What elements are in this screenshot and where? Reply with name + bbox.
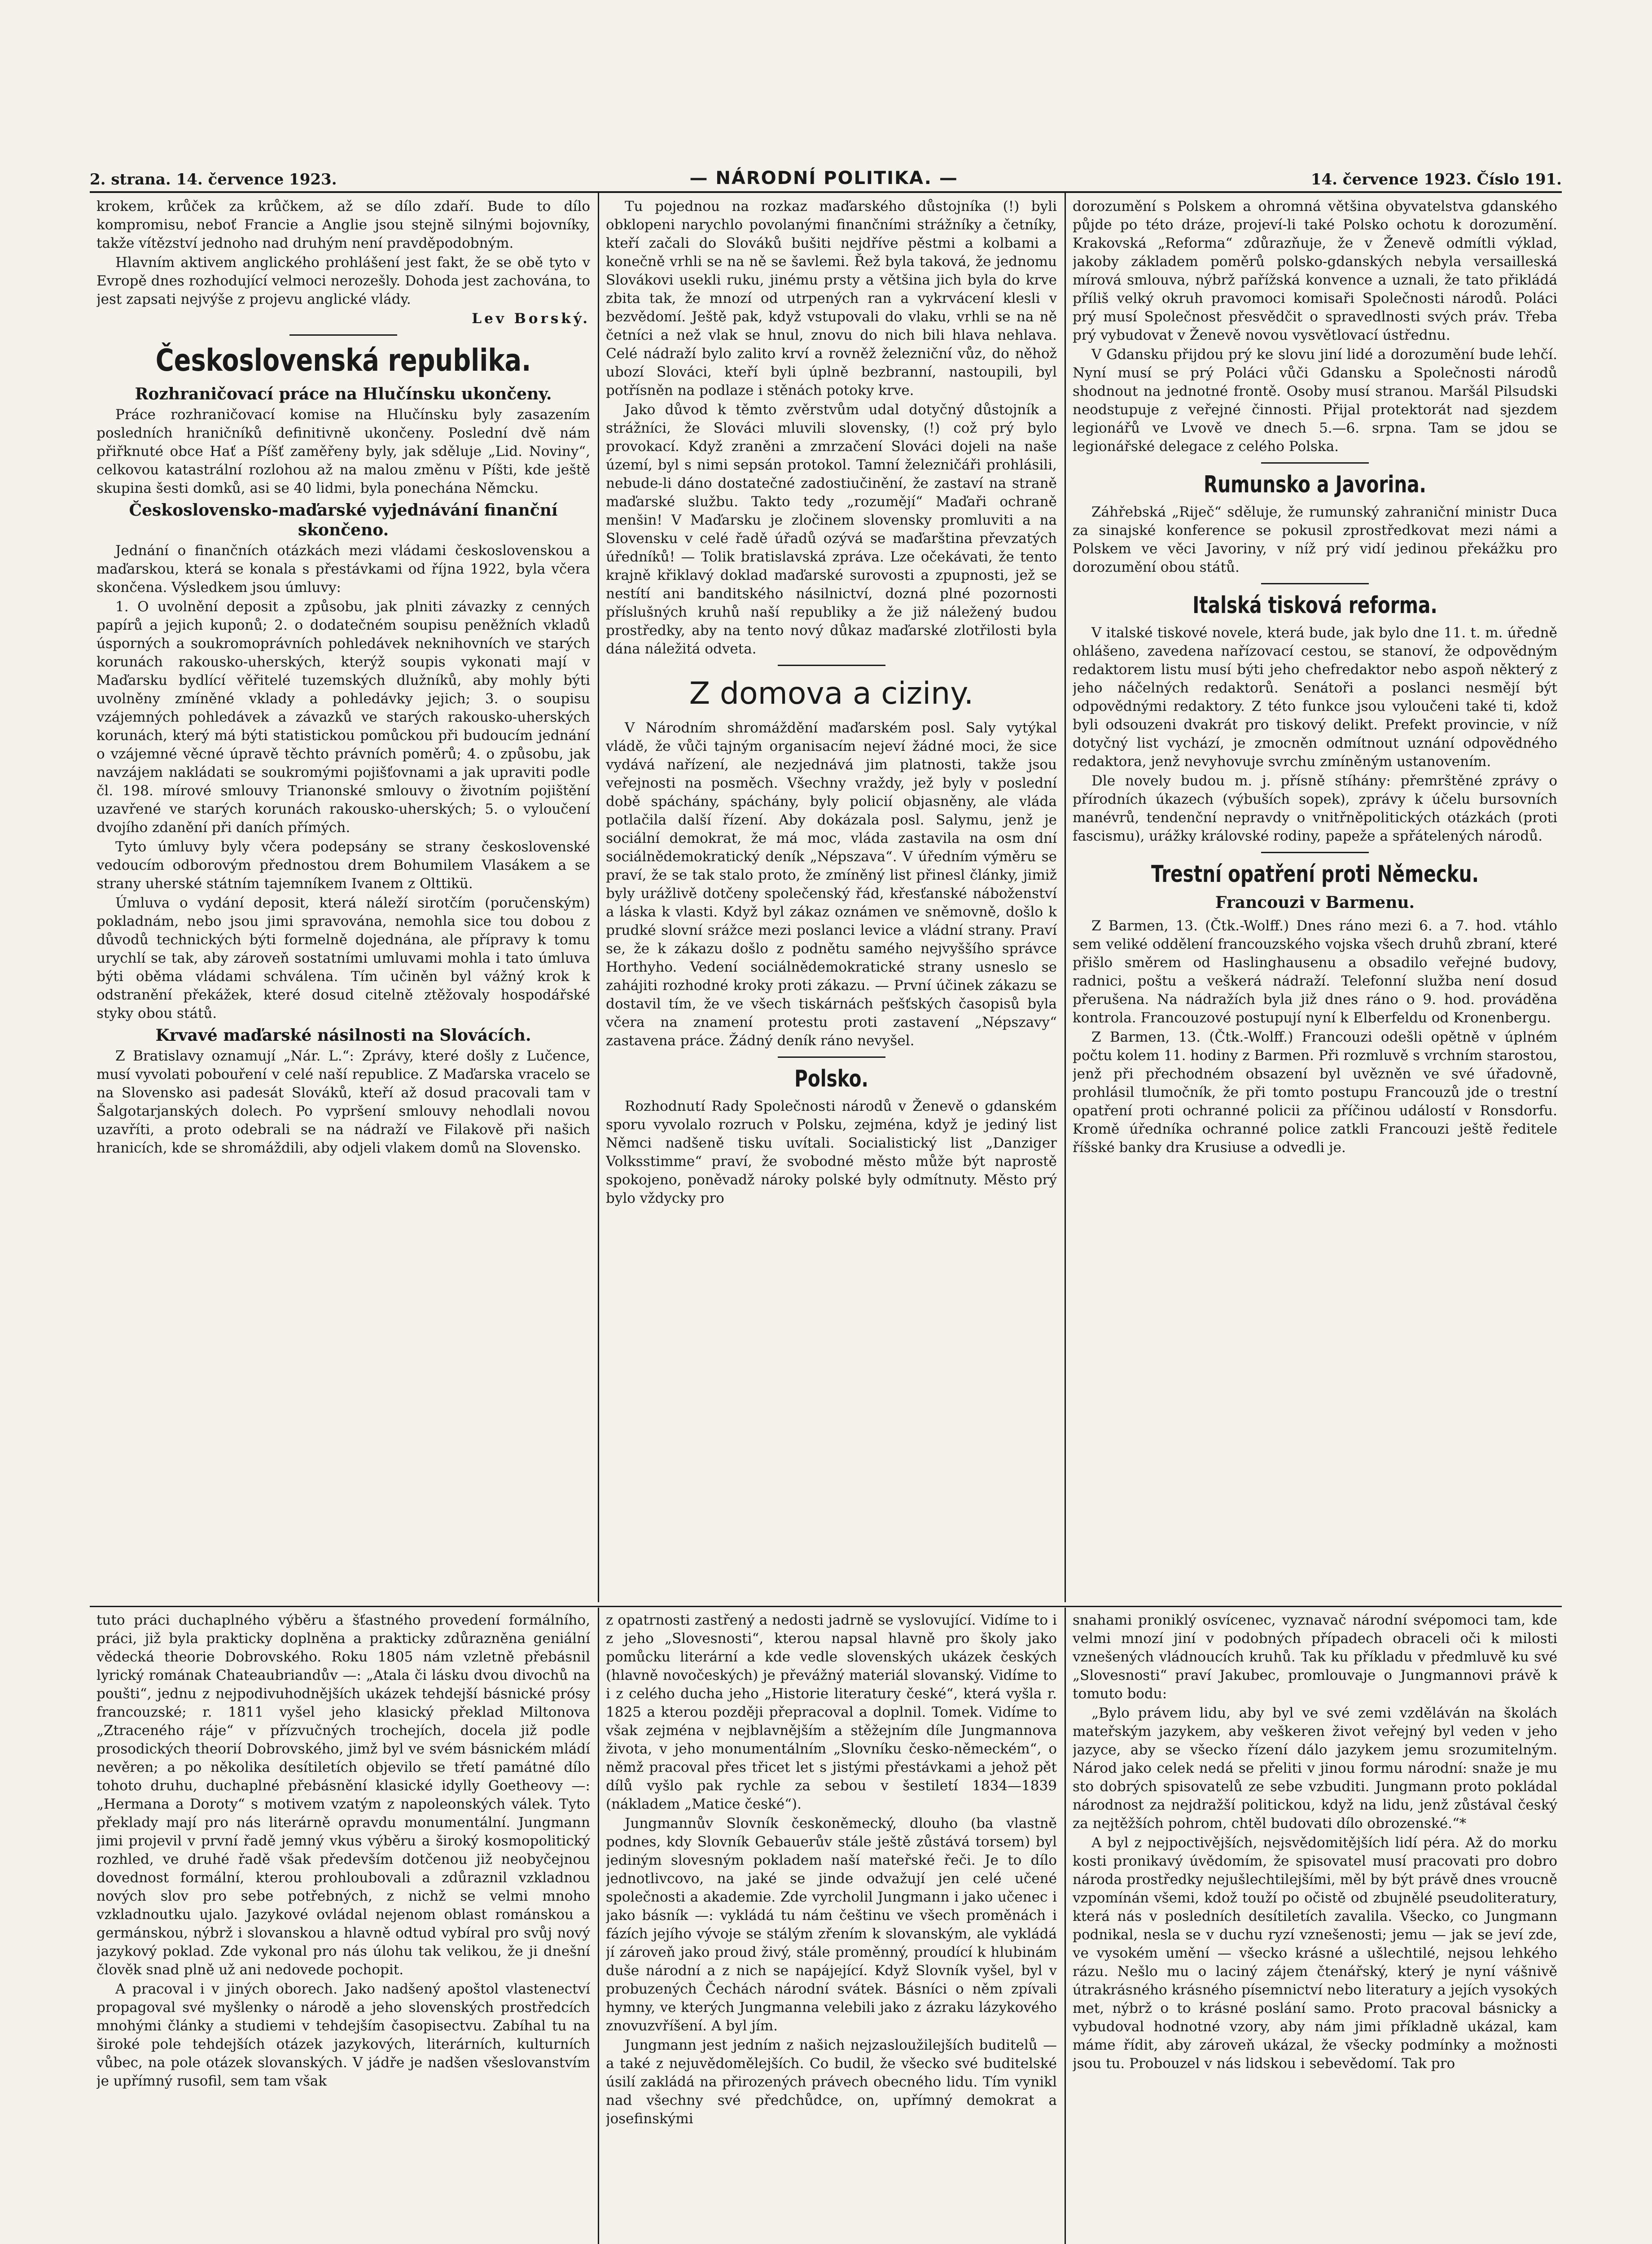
paragraph: Hlavním aktivem anglického prohlášení jest fakt, že se obě tyto v Evropě dnes rozhodující velmoci nerozešly. Dohoda jest zachována, to jest zapsati nejvýše z projevu anglické vlády. [96,254,590,307]
paragraph: V italské tiskové novele, která bude, jak bylo dne 11. t. m. úředně ohlášeno, zavedena nařízovací cestou, se stanoví, že odpovědným redaktorem listu musí býti jeho chefredaktor nebo aspoň některý z jeho náčelných redaktorů. Senátoři a poslanci nesmějí být odpovědnými redaktory. Z této funkce jsou vyloučeni také ti, kdož byli odsouzeni dvakrát pro tiskový delikt. Prefekt provincie, v níž dotyčný list vychází, je zmocněn odmítnout uznání odpovědného redaktora, jenž nevyhovuje svrchu zmíněným ustanovením. [1073,625,1557,770]
paragraph: z opatrnosti zastřený a nedosti jadrně se vyslovující. Vidíme to i z jeho „Slovesnosti“, kterou napsal hlavně pro školy jako pomůcku literární a kde vedle slovenských ukázek českých (hlavně novočeských) je převážný materiál slovanský. Vidíme to i z celého ducha jeho „Historie literatury české“, která vyšla r. 1825 a kterou později přepracoval a doplnil. Tomek. Vidíme to však zejména v nejblavnějším a stěžejním díle Jungmannova života, v jeho monumentálním „Slovníku česko-německém“, o němž pracoval přes třicet let s jistými přestávkami a jehož pět dílů vyšlo pak rychle za sebou v šestiletí 1834—1839 (nákladem „Matice české“). [606,1612,1057,1812]
paragraph: V Gdansku přijdou prý ke slovu jiní lidé a dorozumění bude lehčí. Nyní musí se prý Poláci vůči Gdansku a Společnosti národů shodnout na jednotné frontě. Osoby musí stranou. Maršál Pilsudski neodstupuje z veřejné činnosti. Přijal protektorát nad sjezdem legionářů ve Lvově ve dnech 5.—6. srpna. Tam se jdou se legionářské delegace z celého Polska. [1073,346,1557,455]
section-rule [90,1606,1562,1607]
paragraph: snahami proniklý osvícenec, vyznavač národní svépomoci tam, kde velmi mnozí jiní v podobných případech obraceli oči k milosti vznešených vládnoucích kruhů. Tak ku příkladu v předmluvě ku své „Slovesnosti“ praví Jakubec, promlouvaje o Jungmannovi právě k tomuto bodu: [1073,1612,1557,1702]
column-rule [598,193,599,1602]
masthead-right: 14. července 1923. Číslo 191. [1310,171,1562,188]
paragraph: Úmluva o vydání deposit, která náleží sirotčím (poručenským) pokladnám, nebo jsou jimi spravována, nemohla sice tou dobou z důvodů technických býti formelně dojednána, ale přípravy k tomu urychlí se tak, aby zároveň sostatními umluvami mohla i tato úmluva býti oběma vládami schválena. Tím učiněn byl vážný krok k odstranění překážek, které dosud citelně ztěžovaly hospodářské styky obou států. [96,895,590,1021]
paragraph: tuto práci duchaplného výběru a šťastného provedení formálního, práci, již byla prakticky doplněna a prakticky zdůrazněna geniální vědecká theorie Dobrovského. Roku 1805 nám vzletně přebásnil lyrický romának Chateaubriandův —: „Atala či lásku dvou divochů na poušti“, jednu z nejpodivuhodnějších ukázek tehdejší básnické prósy francouzské; r. 1811 vyšel jeho klasický překlad Miltonova „Ztraceného ráje“ v přízvučných trochejích, docela již podle prosodických theorií Dobrovského, jimž byl ve svém básnickém mládí nevěren; a po několika desítiletích objevilo se třetí památné dílo tohoto druhu, duchaplné přebásnění klasické idylly Goetheovy —: „Hermana a Doroty“ s motivem vzatým z napoleonských válek. Tyto překlady mají pro nás literárně opravdu monumentální. Jungmann jimi projevil v první řadě jemný vkus výběru a široký kosmopolitický rozhled, ve druhé řadě však především dotčenou již neobyčejnou dovednost formální, kterou prohloubovali a zdůraznil vzkladnou nových slov pro sebe potřebných, z nichž se velmi mnoho vzkladnoutku ujalo. Jazykové ovládal nejenom oblast románskou a germánskou, nýbrž i slovanskou a hlavně odtud vybíral pro svůj nový jazykový poklad. Zde vykonal pro nás úlohu tak velikou, že ji dnešní člověk snad plně už ani nedovede pochopit. [96,1612,590,1978]
column-2 [606,197,1057,1602]
column-3 [1073,197,1557,1602]
section-heading: Italská tisková reforma. [1192,592,1437,619]
paragraph: V Národním shromáždění maďarském posl. Saly vytýkal vládě, že vůči tajným organisacím nejeví žádné moci, že sice vydává nařízení, ale nezjednává jim platnosti, takže jsou veřejnosti na posměch. Všechny vraždy, jež byly v poslední době spáchány, spáchány, byly policií objasněny, ale vláda potlačila další řízení. Aby dokázala posl. Salymu, jenž je sociální demokrat, že má moc, vláda zastavila na osm dní sociálnědemokratický deník „Népszava“. V úředním výměru se praví, že se tak stalo proto, že zmíněný list přinesl články, jimiž byly urážlivě dotčeny společenský řád, křesťanské náboženství a láska k vlasti. Když byl zákaz oznámen ve sněmovně, došlo k prudké slovní srážce mezi poslanci levice a vládní strany. Praví se, že k zákazu došlo z podnětu samého nejvyššího správce Horthyho. Vedení sociálnědemokratické strany usneslo se zahájiti rozhodné kroky proti zákazu. — První účinek zákazu se dostavil tím, že ve všech tiskárnách pešťských časopisů byla včera na znamení protestu proti zastavení „Népszavy“ zastavena práce. Žádný deník ráno nevyšel. [606,720,1057,1049]
feuilleton-column-1 [96,1611,590,2244]
paragraph: A byl z nejpoctivějších, nejsvědomitějších lidí péra. Až do morku kosti pronikavý úvědomím, že spisovatel musí pracovati pro dobro národa prostředky nejušlechtilejšími, měl by být právě dnes vroucně vzpomínán všemi, kdož touží po očistě od zbujnělé pseudoliteratury, která nás v posledních desítiletích zavalila. Všecko, co Jungmann podnikal, nesla se v duchu ryzí vznešenosti; jemu — jak se jeví zde, ve vysokém umění — všecko krásné a ušlechtilé, nejsou lehkého rázu. Nešlo mu o laciný zájem čtenářský, který je nyní vášnivě útrakrásného krásného písemnictví nebo literatury a jejích vysokých met, nýbrž o to krásné poslání samo. Proto pracoval básnicky a vybudoval hodnotné vzory, aby nám jimi příkladně ukázal, kam máme řídit, aby zároveň ukázal, že všecky podmínky a možnosti jsou tu. Probouzel v nás lidskou i sebevědomí. Tak pro [1073,1835,1557,2072]
feuilleton-column-3 [1073,1611,1557,2244]
section-heading: Trestní opatření proti Německu. [1151,861,1479,888]
article-heading: Československo-maďarské vyjednávání finanční skončeno. [129,501,558,539]
paragraph: Z Barmen, 13. (Čtk.-Wolff.) Dnes ráno mezi 6. a 7. hod. vtáhlo sem veliké oddělení francouzského vojska všech druhů zbraní, které přišlo směrem od Haslinghausenu a obsadilo veřejné budovy, radnici, poštu a veškerá nádraží. Telefonní služba není dosud přerušena. Na nádražích byla již dnes ráno o 9. hod. prováděna kontrola. Francouzové postupují nyní k Elberfeldu od Kronenbergu. [1073,918,1557,1026]
masthead-rule [90,191,1562,193]
paragraph: Jungmannův Slovník českoněmecký, dlouho (ba vlastně podnes, kdy Slovník Gebauerův stále ještě zůstává torsem) byl jediným slovesným pokladem naší mateřské řeči. Je to dílo jednotlivcovo, na jaké se jinde odvažují jen celé učené společnosti a akademie. Zde vyrcholil Jungmann i jako učenec i jako básník —: vykládá tu nám češtinu ve všech proměnách i fázích jejího vývoje se stálým zřením k slovanským, ale vykládá jí zároveň jako proud živý, stále proměnný, proudící k hlubinám duše národní a z nich se napájející. Když Slovník vyšel, byl v probuzených Čechách národní svátek. Básníci o něm zpívali hymny, ve kterých Jungmanna velebili jako z ázraku lázykového znovuzvříšení. A byl jím. [606,1815,1057,2034]
paragraph: Dle novely budou m. j. přísně stíhány: přemrštěné zprávy o přírodních úkazech (výbuších sopek), zprávy k účelu bursovních manévrů, tendenční nepravdy o vnitřněpolitických otázkách (proti fascismu), urážky královské rodiny, papeže a spřátelených národů. [1073,773,1557,844]
divider [289,334,397,336]
paragraph: Tyto úmluvy byly včera podepsány se strany československé vedoucím odborovým přednostou drem Bohumilem Vlasákem a se strany uherské státním tajemníkem Ivanem z Olttikü. [96,839,590,892]
divider [1261,583,1369,584]
column-rule [1065,193,1066,1602]
paragraph: A pracoval i v jiných oborech. Jako nadšený apoštol vlastenectví propagoval své myšlenky o národě a jeho slovenských prostředcích mnohými články a studiemi v tehdejším časopisectvu. Zabíhal tu na široké pole tehdejších otázek jazykových, literárních, kulturních vůbec, na pole otázek slovanských. V jádře je nadšen všeslovanstvím je upřímný rusofil, sem tam však [96,1981,590,2089]
feuilleton-column-2 [606,1611,1057,2244]
paragraph: Práce rozhraničovací komise na Hlučínsku byly zasazením posledních hraničníků definitivně ukončeny. Poslední dvě nám přiřknuté obce Hať a Píšť zaměřeny byly, jak sděluje „Lid. Noviny“, celkovou katastrální rozlohou až na malou změnu v Píšti, kde ještě skupina šesti domků, asi se 40 lidmi, byla ponechána Němcku. [96,407,590,496]
paragraph: Jako důvod k těmto zvěrstvům udal dotyčný důstojník a strážníci, že Slováci mluvili slovensky, (!) což prý bylo provokací. Když zraněni a zmrzačení Slováci dojeli na naše území, byl s nimi sepsán protokol. Tamní železničáři prohlásili, nebude-li dáno dostatečné zadostiučinění, že zastaví na straně maďarské službu. Takto tedy „rozumějí“ Maďaři ochraně menšin! V Maďarsku je zločinem slovensky promluviti a na Slovensku v celé řadě úřadů ozývá se maďarština převzatých úředníků! — Tolik bratislavská zpráva. Lze očekávati, že tento krajně křiklavý doklad maďarské surovosti a zpupnosti, jež se nestítí ani banditského násilnictví, dozná plné pozornosti příslušných kruhů naší republiky a že již náležený budou prostředky, aby na tento nový důkaz maďarské zlotřilosti byla dána náležitá odveta. [606,402,1057,657]
divider [1261,462,1369,464]
paragraph: „Bylo právem lidu, aby byl ve své zemi vzděláván na školách mateřským jazykem, aby veškeren život veřejný byl veden v jeho jazyce, aby se všecko řízení dálo jazykem jemu srozumitelným. Národ jako celek nedá se přeliti v jinou formu národní: snaže je mu sto dobrých spisovatelů ze sebe vzbuditi. Jungmann proto pokládal národnost za nejdražší politickou, když na lidu, jenž zůstával český za nejtěžších pohrom, chtěl budovati dílo obrozenské.“* [1073,1705,1557,1832]
masthead [90,148,1562,188]
masthead-title: — NÁRODNÍ POLITIKA. — [689,168,958,188]
paragraph: Jungmann jest jedním z našich nejzasloužilejších buditelů — a také z nejuvědomělejších. Co budil, že všecko své buditelské úsilí zakládá na přirozených právech obecného lidu. Tím vynikl nad všechny své předchůdce, on, upřímný demokrat a josefinskými [606,2037,1057,2127]
paragraph: Jednání o finančních otázkách mezi vládami československou a maďarskou, která se konala s přestávkami od října 1922, byla včera skončena. Výsledkem jsou úmluvy: [96,543,590,596]
section-heading: Československá republika. [155,343,531,378]
column-rule [1065,1608,1066,2244]
paragraph: Z Barmen, 13. (Čtk.-Wolff.) Francouzi odešli opětně v úplném počtu kolem 11. hodiny z Barmen. Při rozmluvě s vrchním starostou, jenž při přechodném obsazení byl uvězněn ve své úřadovně, prohlásil tlumočník, že při tomto postupu Francouzů jde o trestní opatření proti ochranné policii za příčinou událostí v Ronsdorfu. Kromě úředníka ochranné police zatkli Francouzi ještě ředitele říšské banky dra Krusiuse a odvedli je. [1073,1029,1557,1156]
paragraph: dorozumění s Polskem a ohromná většina obyvatelstva gdanského půjde po této dráze, projeví-li také Polsko ochotu k dorozumění. Krakovská „Reforma“ zdůrazňuje, že v Ženevě odmítli výklad, jakoby základem poměrů polsko-gdanských nebyla versailleská mírová smlouva, nýbrž pařížská konvence a uznali, že tato přikládá příliš velký okruh pravomoci komisaři Společnosti národů. Poláci prý musí Společnost přesvědčit o spravedlnosti svých práv. Třeba prý vybudovat v Ženevě novou vysvětlovací ústřednu. [1073,198,1557,343]
section-heading: Z domova a ciziny. [689,676,974,711]
author-signature: Lev Borský. [472,311,590,327]
column-rule [598,1608,599,2244]
divider [1261,852,1369,853]
divider [778,1056,885,1058]
paragraph: Záhřebská „Riječ“ sděluje, že rumunský zahraniční ministr Duca za sinajské konference se pokusil zprostředkovat mezi námi a Polskem ve věci Javoriny, v níž prý vidí jedinou překážku pro dorozumění obou států. [1073,504,1557,575]
section-heading: Rumunsko a Javorina. [1204,471,1426,498]
article-heading: Krvavé maďarské násilnosti na Slovácích. [155,1026,531,1045]
paragraph: 1. O uvolnění deposit a způsobu, jak plniti závazky z cenných papírů a jejich kuponů; 2. o dodatečném soupisu peněžních vkladů úsporných a soukromoprávních pohledávek neknihovních ve starých korunách rakousko-uherských, kterýž soupis vykonati mají v Maďarsku bydlící věřitelé tuzemských dlužníků, aby mohly býti uvolněny zmíněné vklady a pohledávky jejich; 3. o soupisu vzájemných pohledávek a závazků ve starých rakousko-uherských korunách, který má býti statistickou pomůckou při budoucím jednání o vzájemné věcné úpravě těchto právních poměrů; 4. o způsobu, jak navzájem nakládati se soukromými pojišťovnami a jak upraviti podle čl. 198. mírové smlouvy Trianonské smlouvy o životním pojištění uzavřené ve starých korunách rakousko-uherských; 5. o vyloučení dvojího zdanění při daních přímých. [96,599,590,836]
section-heading: Polsko. [794,1065,868,1092]
paragraph: Z Bratislavy oznamují „Nár. L.“: Zprávy, které došly z Lučence, musí vyvolati pobouření v celé naší republice. Z Maďarska vracelo se na Slovensko asi padesát Slováků, kteří až dosud pracovali tam v Šalgotarjanských dolech. Po vypršení smlouvy nehodlali novou uzavříti, a proto odebrali se na nádraží ve Filakově při našich hranicích, kde se shromáždili, aby odjeli vlakem domů na Slovensko. [96,1048,590,1156]
article-heading: Francouzi v Barmenu. [1215,893,1415,912]
paragraph: Tu pojednou na rozkaz maďarského důstojníka (!) byli obklopeni narychlo povolanými finančními strážníky a četníky, kteří začali do Slováků bušiti nejdříve pěstmi a kolbami a konečně vrhli se na ně se šavlemi. Řež byla taková, že jednomu Slovákovi usekli ruku, jinému prsty a většina jich byla do krve zbita tak, že mnozí od utrpených ran a vykrvácení klesli v bezvědomí. Ještě pak, když vstupovali do vlaku, vrhli se na ně četníci a než vlak se hnul, znovu do nich bili hlava nehlava. Celé nádraží bylo zalito krví a rovněž železniční vůz, do něhož ubozí Slováci, kteří byli úplně bezbranní, nastoupili, byl potřísněn na podlaze i stěnách potoky krve. [606,198,1057,399]
masthead-left: 2. strana. 14. července 1923. [90,171,337,188]
paragraph: krokem, krůček za krůčkem, až se dílo zdaří. Bude to dílo kompromisu, neboť Francie a Anglie jsou stejně silnými bojovníky, takže vítězství jednoho nad druhým není pravděpodobným. [96,198,590,251]
column-1 [96,197,590,1602]
article-heading: Rozhraničovací práce na Hlučínsku ukončeny. [135,385,552,403]
divider [778,665,885,666]
paragraph: Rozhodnutí Rady Společnosti národů v Ženevě o gdanském sporu vyvolalo rozruch v Polsku, zejména, když je jediný list Němci nadšeně tisku uvítali. Socialistický list „Danziger Volksstimme“ praví, že svobodné město může být naprostě spokojeno, poněvadž nároky polské byly odmítnuty. Město prý bylo vždycky pro [606,1098,1057,1206]
